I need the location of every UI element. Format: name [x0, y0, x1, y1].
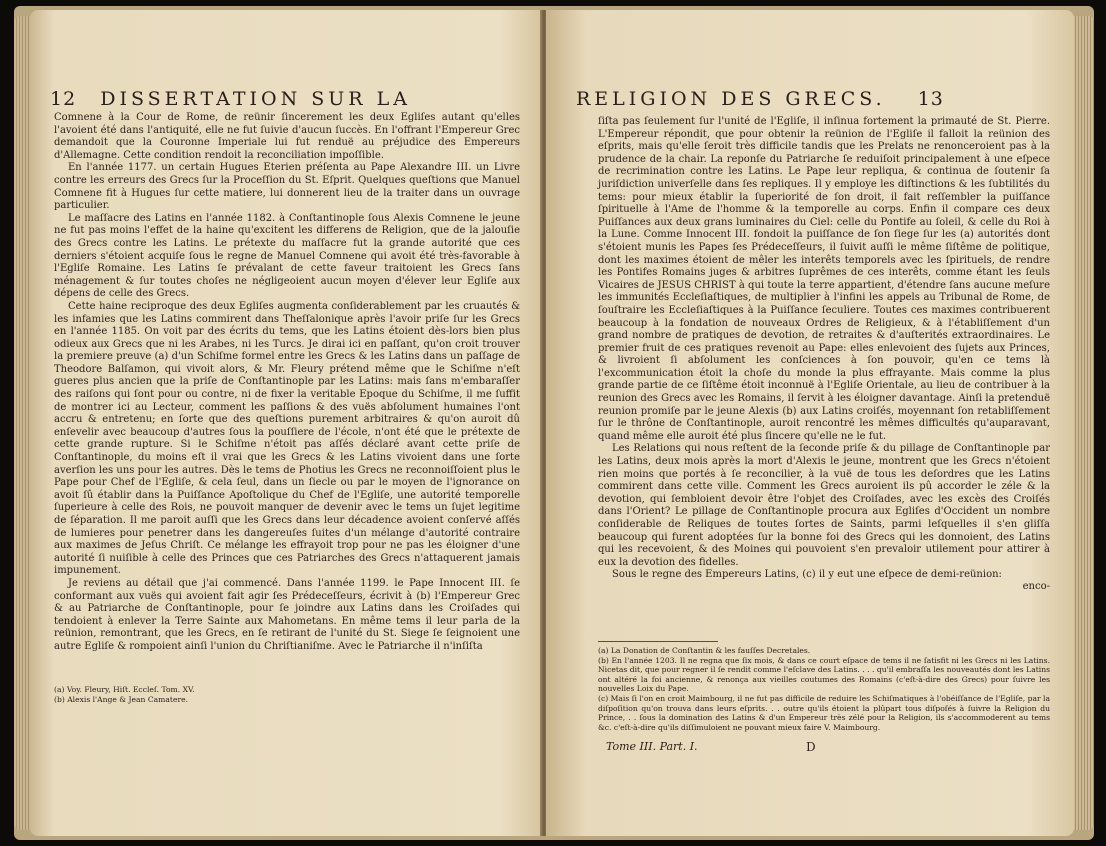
- volume-signature: Tome III. Part. I.: [606, 740, 698, 753]
- left-footnotes: [54, 685, 520, 704]
- open-book: [14, 6, 1094, 840]
- right-running-title: RELIGION DES GRECS.: [576, 88, 886, 110]
- right-page-number: 13: [917, 88, 944, 110]
- right-page: [546, 10, 1074, 836]
- left-page: [30, 10, 544, 836]
- left-running-head: [50, 88, 411, 110]
- signature-line: [606, 740, 1046, 753]
- paragraph: Je reviens au détail que j'ai commencé. Dans l'année 1199. le Pape Innocent III. ſe conformant aux vuës qui avoient fait agir ſes Prédeceſſeurs, écrivit à (b) l'Empereur Grec & au Patriarche de Conſtantinople, pour ſe joindre aux Latins dans les Croiſades qui tendoient à enlever la Terre Sainte aux Mahometans. En même tems il leur parla de la reünion, remontrant, que les Grecs, en ſe retirant de l'unité du St. Siege ſe ſeignoient une autre Egliſe & rompoient ainſi l'union du Chriſtianiſme. Avec le Patriarche il n'inſiſta: [54, 577, 520, 652]
- paragraph: Les Relations qui nous reſtent de la ſeconde priſe & du pillage de Conſtantinople par les Latins, deux mois après la mort d'Alexis le jeune, montrent que les Grecs n'étoient rien moins que portés à ſe reconcilier, à la vuë de tous les deſordres que les Latins commirent dans cette ville. Comment les Grecs auroient ils pû accorder le zéle & la devotion, qui ſembloient devoir être l'objet des Croiſades, avec les excès des Croiſés dans l'Orient? Le pillage de Conſtantinople procura aux Egliſes d'Occident un nombre conſiderable de Reliques de toutes ſortes de Saints, parmi leſquelles il s'en gliſſa beaucoup qui furent adoptées ſur la bonne foi des Grecs qui les donnoient, des Latins qui les recevoient, & des Moines qui pouvoient s'en prevaloir utilement pour attirer à eux la devotion des fidelles.: [598, 443, 1050, 568]
- left-page-number: 12: [50, 88, 77, 110]
- footnote: (a) La Donation de Conſtantin & les fauſſes Decretales.: [598, 646, 811, 655]
- footnote-rule: [598, 641, 718, 642]
- left-body-text: [54, 112, 520, 654]
- left-running-title: DISSERTATION SUR LA: [100, 88, 411, 110]
- paragraph: ſiſta pas ſeulement ſur l'unité de l'Egliſe, il inſinua fortement la primauté de St. Pierre. L'Empereur répondit, que pour obtenir la reünion de l'Egliſe il falloit la reünion des eſprits, mais qu'elle ſeroit très difficile tandis que les Prelats ne renonceroient pas à la prudence de la chair. La reponſe du Patriarche ſe reduiſoit principalement à une eſpece de recrimination contre les Latins. Le Pape leur repliqua, & continua de ſoutenir ſa juriſdiction univerſelle dans ſes repliques. Il y employe les diſtinctions & les ſubtilités du tems: pour mieux établir la ſuperiorité de ſon droit, il fait reſſembler la puiſſance ſpirituelle à l'Ame de l'homme & la temporelle au corps. Enfin il compare ces deux Puiſſances aux deux grans luminaires du Ciel: celle du Pontife au ſoleil, & celle du Roi à la Lune. Comme Innocent III. fondoit la puiſſance de ſon ſiege ſur les (a) autorités dont s'étoient munis les Papes ſes Prédeceſſeurs, il ſuivit auſſi le même ſiſtême de politique, dont les maximes étoient de mêler les interêts temporels avec les ſpirituels, de rendre les Pontifes Romains juges & arbitres ſuprêmes de ces interêts, comme étant les ſeuls Vicaires de JESUS CHRIST à qui toute la terre appartient, d'étendre ſans aucune meſure les immunités Eccleſiaſtiques, de multiplier à l'infini les appels au Tribunal de Rome, de ſouſtraire les Eccleſiaſtiques à la Puiſſance ſeculiere. Toutes ces maximes contribuerent beaucoup à la fondation de nouveaux Ordres de Religieux, & à l'établiſſement d'un grand nombre de pratiques de devotion, de retraites & d'auſterités extraordinaires. Le premier fruit de ces pratiques revenoit au Pape: elles enlevoient des ſujets aux Princes, & livroient ſi abſolument les conſciences à ſon pouvoir, qu'en ce tems là l'excommunication étoit la choſe du monde la plus effrayante. Mais comme la plus grande partie de ce ſiſtême étoit inconnuë à l'Egliſe Orientale, au lieu de contribuer à la reunion des Grecs avec les Romains, il ſervit à les éloigner davantage. Ainſi la pretenduë reunion promiſe par le jeune Alexis (b) aux Latins croiſés, moyennant ſon retabliſſement ſur le thrône de Conſtantinople, auroit rencontré les mêmes difficultés qu'auparavant, quand même elle auroit été plus ſincere qu'elle ne le fut.: [598, 116, 1050, 442]
- paragraph: En l'année 1177. un certain Hugues Eterien préſenta au Pape Alexandre III. un Livre contre les erreurs des Grecs ſur la Proceſſion du St. Eſprit. Quelques queſtions que Manuel Comnene fit à Hugues ſur cette matiere, lui donnerent lieu de la traiter dans un ouvrage particulier.: [54, 162, 520, 212]
- footnote: (a) Voy. Fleury, Hiſt. Eccleſ. Tom. XV.: [54, 685, 195, 694]
- right-footnotes: [598, 635, 1050, 732]
- footnote: (c) Mais ſi l'on en croit Maimbourg, il ne fut pas difficile de reduire les Schiſmatiques à l'obéiſſance de l'Egliſe, par la diſpoſition qu'on trouva dans leurs eſprits. . . outre qu'ils étoient la plûpart tous diſpoſés à ſuivre la Religion du Prince, . . ſous la domination des Latins & d'un Empereur très zélé pour la Religion, ils s'accommoderent au tems &c. c'eſt-à-dire qu'ils diſſimuloient ne pouvant mieux faire V. Maimbourg.: [598, 693, 1050, 732]
- footnote: (b) En l'année 1203. Il ne regna que ſix mois, & dans ce court eſpace de tems il ne ſatisfit ni les Grecs ni les Latins. Nicetas dit, que pour regner il ſe rendit comme l'eſclave des Latins. . . . qu'il embraſſa les nouveautés dont les Latins ont altéré la foi ancienne, & renonça aux vieilles coutumes des Romains (c'eſt-à-dire des Grecs) pour ſuivre les nouvelles Loix du Pape.: [598, 655, 1050, 694]
- paragraph: Sous le regne des Empereurs Latins, (c) il y eut une eſpece de demi-reünion:: [612, 569, 1002, 581]
- right-body-text: [598, 116, 1050, 594]
- catchword: enco-: [1022, 580, 1050, 592]
- footnote: (b) Alexis l'Ange & Jean Camatere.: [54, 694, 188, 704]
- paragraph: Comnene à la Cour de Rome, de reünir ſincerement les deux Egliſes autant qu'elles l'avoient été dans l'antiquité, elle ne fut ſuivie d'aucun ſuccès. En l'offrant l'Empereur Grec demandoit que la Couronne Imperiale lui fut renduë au préjudice des Empereurs d'Allemagne. Cette condition rendoit la reconciliation impoſſible.: [54, 112, 520, 161]
- right-running-head: [576, 88, 944, 110]
- paragraph: Cette haine reciproque des deux Egliſes augmenta conſiderablement par les cruautés & les infamies que les Latins commirent dans Theſſalonique après l'avoir priſe ſur les Grecs en l'année 1185. On voit par des écrits du tems, que les Latins étoient dès-lors bien plus odieux aux Grecs que ni les Arabes, ni les Turcs. Je dirai ici en paſſant, qu'on croit trouver la premiere preuve (a) d'un Schiſme formel entre les Grecs & les Latins dans un paſſage de Theodore Balſamon, qui vivoit alors, & Mr. Fleury prétend même que le Schiſme n'eſt gueres plus ancien que la priſe de Conſtantinople par les Latins: mais ſans m'embaraſſer des raiſons qui ſont pour ou contre, ni de fixer la veritable Epoque du Schiſme, il me ſuffit de montrer ici au Lecteur, comment les paſſions & des vuës abſolument humaines l'ont accru & entretenu; en ſorte que des queſtions purement arbitraires & qu'on auroit dû enſevelir avec beaucoup d'autres ſous la pouſſiere de l'école, n'ont été que le prétexte de cette grande rupture. Si le Schiſme n'étoit pas aſſés déclaré avant cette priſe de Conſtantinople, du moins eſt il vrai que les Grecs & les Latins vivoient dans une ſorte averſion les uns pour les autres. Dès le tems de Photius les Grecs ne reconnoiſſoient plus le Pape pour Chef de l'Egliſe, & cela ſeul, dans un ſiecle ou par le moyen de l'ignorance on avoit ſû établir dans la Puiſſance Apoſtolique du Chef de l'Egliſe, une autorité temporelle ſuperieure à celle des Rois, ne pouvoit manquer de devenir avec le tems un ſujet legitime de ſéparation. Il me paroit auſſi que les Grecs dans leur décadence avoient conſervé aſſés de lumieres pour penetrer dans les dangereuſes ſuites d'un mélange d'autorité contraire aux maximes de Jeſus Chriſt. Ce mélange les effrayoit trop pour ne pas les éloigner d'une autorité ſi nuiſible à celle des Princes que ces Patriarches des Grecs n'attaquerent jamais impunement.: [54, 300, 520, 577]
- paragraph: Le maſſacre des Latins en l'année 1182. à Conſtantinople ſous Alexis Comnene le jeune ne fut pas moins l'effet de la haine qu'excitent les differens de Religion, que de la jalouſie des Grecs contre les Latins. Le prétexte du maſſacre fut la grande autorité que ces derniers s'étoient acquiſe ſous le regne de Manuel Comnene qui avoit été très-favorable à l'Egliſe Romaine. Les Latins ſe prévalant de cette faveur traitoient les Grecs ſans ménagement & ſur toutes choſes ne négligeoient aucun moyen d'élever leur Egliſe aux dépens de celle des Grecs.: [54, 212, 520, 300]
- right-page-edges: [1072, 16, 1094, 830]
- gathering-letter: D: [806, 740, 816, 754]
